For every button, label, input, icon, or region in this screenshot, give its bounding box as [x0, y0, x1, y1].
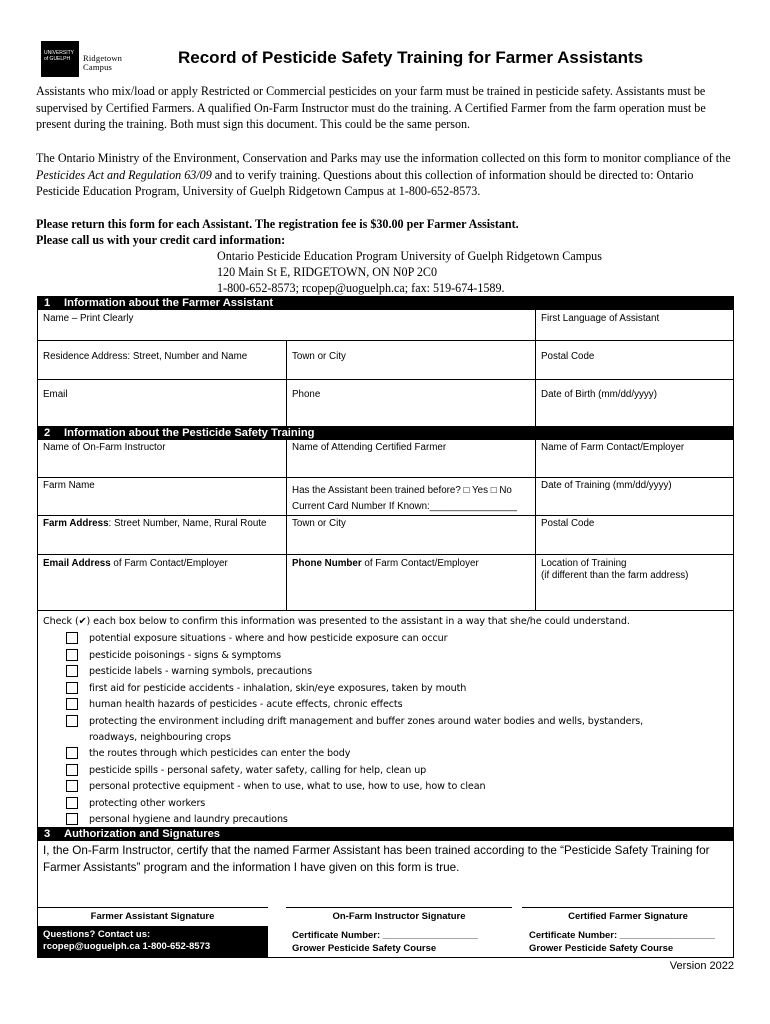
divider	[37, 515, 734, 516]
divider	[37, 554, 734, 555]
checkbox[interactable]	[66, 649, 78, 661]
divider	[37, 340, 734, 341]
certified-farmer-name-field[interactable]: Name of Attending Certified Farmer	[292, 442, 447, 453]
farm-address-field[interactable]: Farm Address: Street Number, Name, Rural Route	[43, 518, 267, 529]
page-title: Record of Pesticide Safety Training for Farmer Assistants	[178, 48, 644, 67]
checklist-item: first aid for pesticide accidents - inhalation, skin/eye exposures, taken by mouth	[89, 683, 467, 694]
contact-email-field[interactable]: Email Address of Farm Contact/Employer	[43, 558, 228, 569]
farmer-certificate[interactable]: Certificate Number: __________________ Grower Pesticide Safety Course	[529, 930, 715, 954]
divider	[535, 340, 536, 426]
logo-guelph-line: of GUELPH	[44, 56, 71, 62]
assistant-phone-field[interactable]: Phone	[292, 389, 321, 400]
campus-label: Campus	[83, 62, 113, 72]
version-label: Version 2022	[669, 960, 734, 972]
farm-name-field[interactable]: Farm Name	[43, 480, 95, 491]
farm-town-field[interactable]: Town or City	[292, 518, 346, 529]
intro-paragraph-1: Assistants who mix/load or apply Restricted or Commercial pesticides on your farm must be trained in pesticide safety. Assistants must be supervised by Certified Farmers. A qualified On-Farm Instructor must do the training. A Certified Farmer from the farm operation must be present during the training. Both must sign this document. This could be the same person.	[36, 84, 706, 131]
legislation-reference: Pesticides Act and Regulation 63/09	[36, 167, 212, 182]
training-date-field[interactable]: Date of Training (mm/dd/yyyy)	[541, 480, 672, 491]
call-instructions: Please call us with your credit card information:	[36, 233, 286, 247]
checkbox[interactable]	[66, 780, 78, 792]
intro-paragraph-2: The Ontario Ministry of the Environment, Conservation and Parks may use the information collected on this form to monitor compliance of the Pesticides Act and Regulation 63/09 and to verify training. Questions about this collection of information should be directed to: Ontario Pesticide Education Program, University of Guelph Ridgetown Campus at 1-800-652-8573.	[36, 151, 731, 198]
checkbox[interactable]	[66, 698, 78, 710]
divider	[286, 340, 287, 426]
checklist-item: protecting the environment including drift management and buffer zones around water bodies and wells, bystanders,	[89, 716, 644, 727]
first-language-field[interactable]: First Language of Assistant	[541, 313, 660, 324]
divider	[37, 379, 734, 380]
checkbox[interactable]	[66, 665, 78, 677]
contact-box	[37, 926, 268, 958]
section-3-header: 3 Authorization and Signatures	[37, 827, 734, 841]
campus-name: Ridgetown	[83, 53, 123, 63]
instructor-certificate[interactable]: Certificate Number: __________________ Grower Pesticide Safety Course	[292, 930, 478, 954]
section-2-header: 2 Information about the Pesticide Safety Training	[37, 426, 734, 440]
checklist-intro: Check (✔) each box below to confirm this information was presented to the assistant in a way that she/he could understand.	[43, 616, 630, 627]
contact-phone-field[interactable]: Phone Number of Farm Contact/Employer	[292, 558, 479, 569]
assistant-signature-line[interactable]	[37, 907, 268, 908]
checklist-item: pesticide spills - personal safety, water safety, calling for help, clean up	[89, 765, 427, 776]
card-number-field[interactable]: Current Card Number If Known:________________	[292, 501, 517, 512]
checklist-item-continuation: roadways, neighbouring crops	[89, 732, 231, 743]
farm-postal-field[interactable]: Postal Code	[541, 518, 595, 529]
checklist-item: personal hygiene and laundry precautions	[89, 814, 288, 825]
divider	[286, 440, 287, 610]
divider	[535, 310, 536, 340]
assistant-name-field[interactable]: Name – Print Clearly	[43, 313, 134, 324]
residence-postal-field[interactable]: Postal Code	[541, 351, 595, 362]
campus-logo-text	[83, 54, 122, 72]
checkbox[interactable]	[66, 632, 78, 644]
checkbox[interactable]	[66, 747, 78, 759]
instructor-signature-label: On-Farm Instructor Signature	[332, 911, 466, 922]
logo-university-line: UNIVERSITY	[44, 50, 75, 56]
checklist-item: personal protective equipment - when to use, what to use, how to use, how to clean	[89, 781, 486, 792]
certification-statement: I, the On-Farm Instructor, certify that the named Farmer Assistant has been trained according to the “Pesticide Safety Training for Farmer Assistants” program and the information I have given on this form is true.	[43, 844, 710, 874]
assistant-signature-label: Farmer Assistant Signature	[90, 911, 215, 922]
checklist-item: pesticide labels - warning symbols, precautions	[89, 666, 313, 677]
contact-details: rcopep@uoguelph.ca 1-800-652-8573	[43, 941, 211, 952]
contact-heading: Questions? Contact us:	[43, 929, 151, 940]
farm-contact-name-field[interactable]: Name of Farm Contact/Employer	[541, 442, 685, 453]
university-logo	[41, 41, 79, 77]
instructor-name-field[interactable]: Name of On-Farm Instructor	[43, 442, 166, 453]
farmer-signature-line[interactable]	[522, 907, 734, 908]
address-line-3: 1-800-652-8573; rcopep@uoguelph.ca; fax: 519-674-1589.	[217, 281, 505, 295]
checkbox[interactable]	[66, 813, 78, 825]
address-line-1: Ontario Pesticide Education Program University of Guelph Ridgetown Campus	[217, 249, 602, 263]
checklist-item: protecting other workers	[89, 798, 206, 809]
address-line-2: 120 Main St E, RIDGETOWN, ON N0P 2C0	[217, 265, 438, 279]
return-instructions: Please return this form for each Assistant. The registration fee is $30.00 per Farmer Assistant.	[36, 217, 519, 231]
checklist-item: human health hazards of pesticides - acute effects, chronic effects	[89, 699, 403, 710]
checklist-item: the routes through which pesticides can enter the body	[89, 748, 351, 759]
section-1-header: 1 Information about the Farmer Assistant	[37, 296, 734, 310]
farmer-signature-label: Certified Farmer Signature	[568, 911, 688, 922]
trained-before-question[interactable]: Has the Assistant been trained before? □ Yes □ No	[292, 485, 512, 496]
training-location-field[interactable]: Location of Training (if different than the farm address)	[541, 558, 689, 581]
divider	[535, 440, 536, 610]
checkbox[interactable]	[66, 715, 78, 727]
assistant-email-field[interactable]: Email	[43, 389, 68, 400]
checkbox[interactable]	[66, 797, 78, 809]
instructor-signature-line[interactable]	[286, 907, 512, 908]
date-of-birth-field[interactable]: Date of Birth (mm/dd/yyyy)	[541, 389, 657, 400]
checkbox[interactable]	[66, 682, 78, 694]
checkbox[interactable]	[66, 764, 78, 776]
checklist-item: potential exposure situations - where and how pesticide exposure can occur	[89, 633, 448, 644]
divider	[37, 477, 734, 478]
divider	[37, 610, 734, 611]
checklist-item: pesticide poisonings - signs & symptoms	[89, 650, 281, 661]
residence-town-field[interactable]: Town or City	[292, 351, 346, 362]
residence-address-field[interactable]: Residence Address: Street, Number and Name	[43, 351, 248, 362]
